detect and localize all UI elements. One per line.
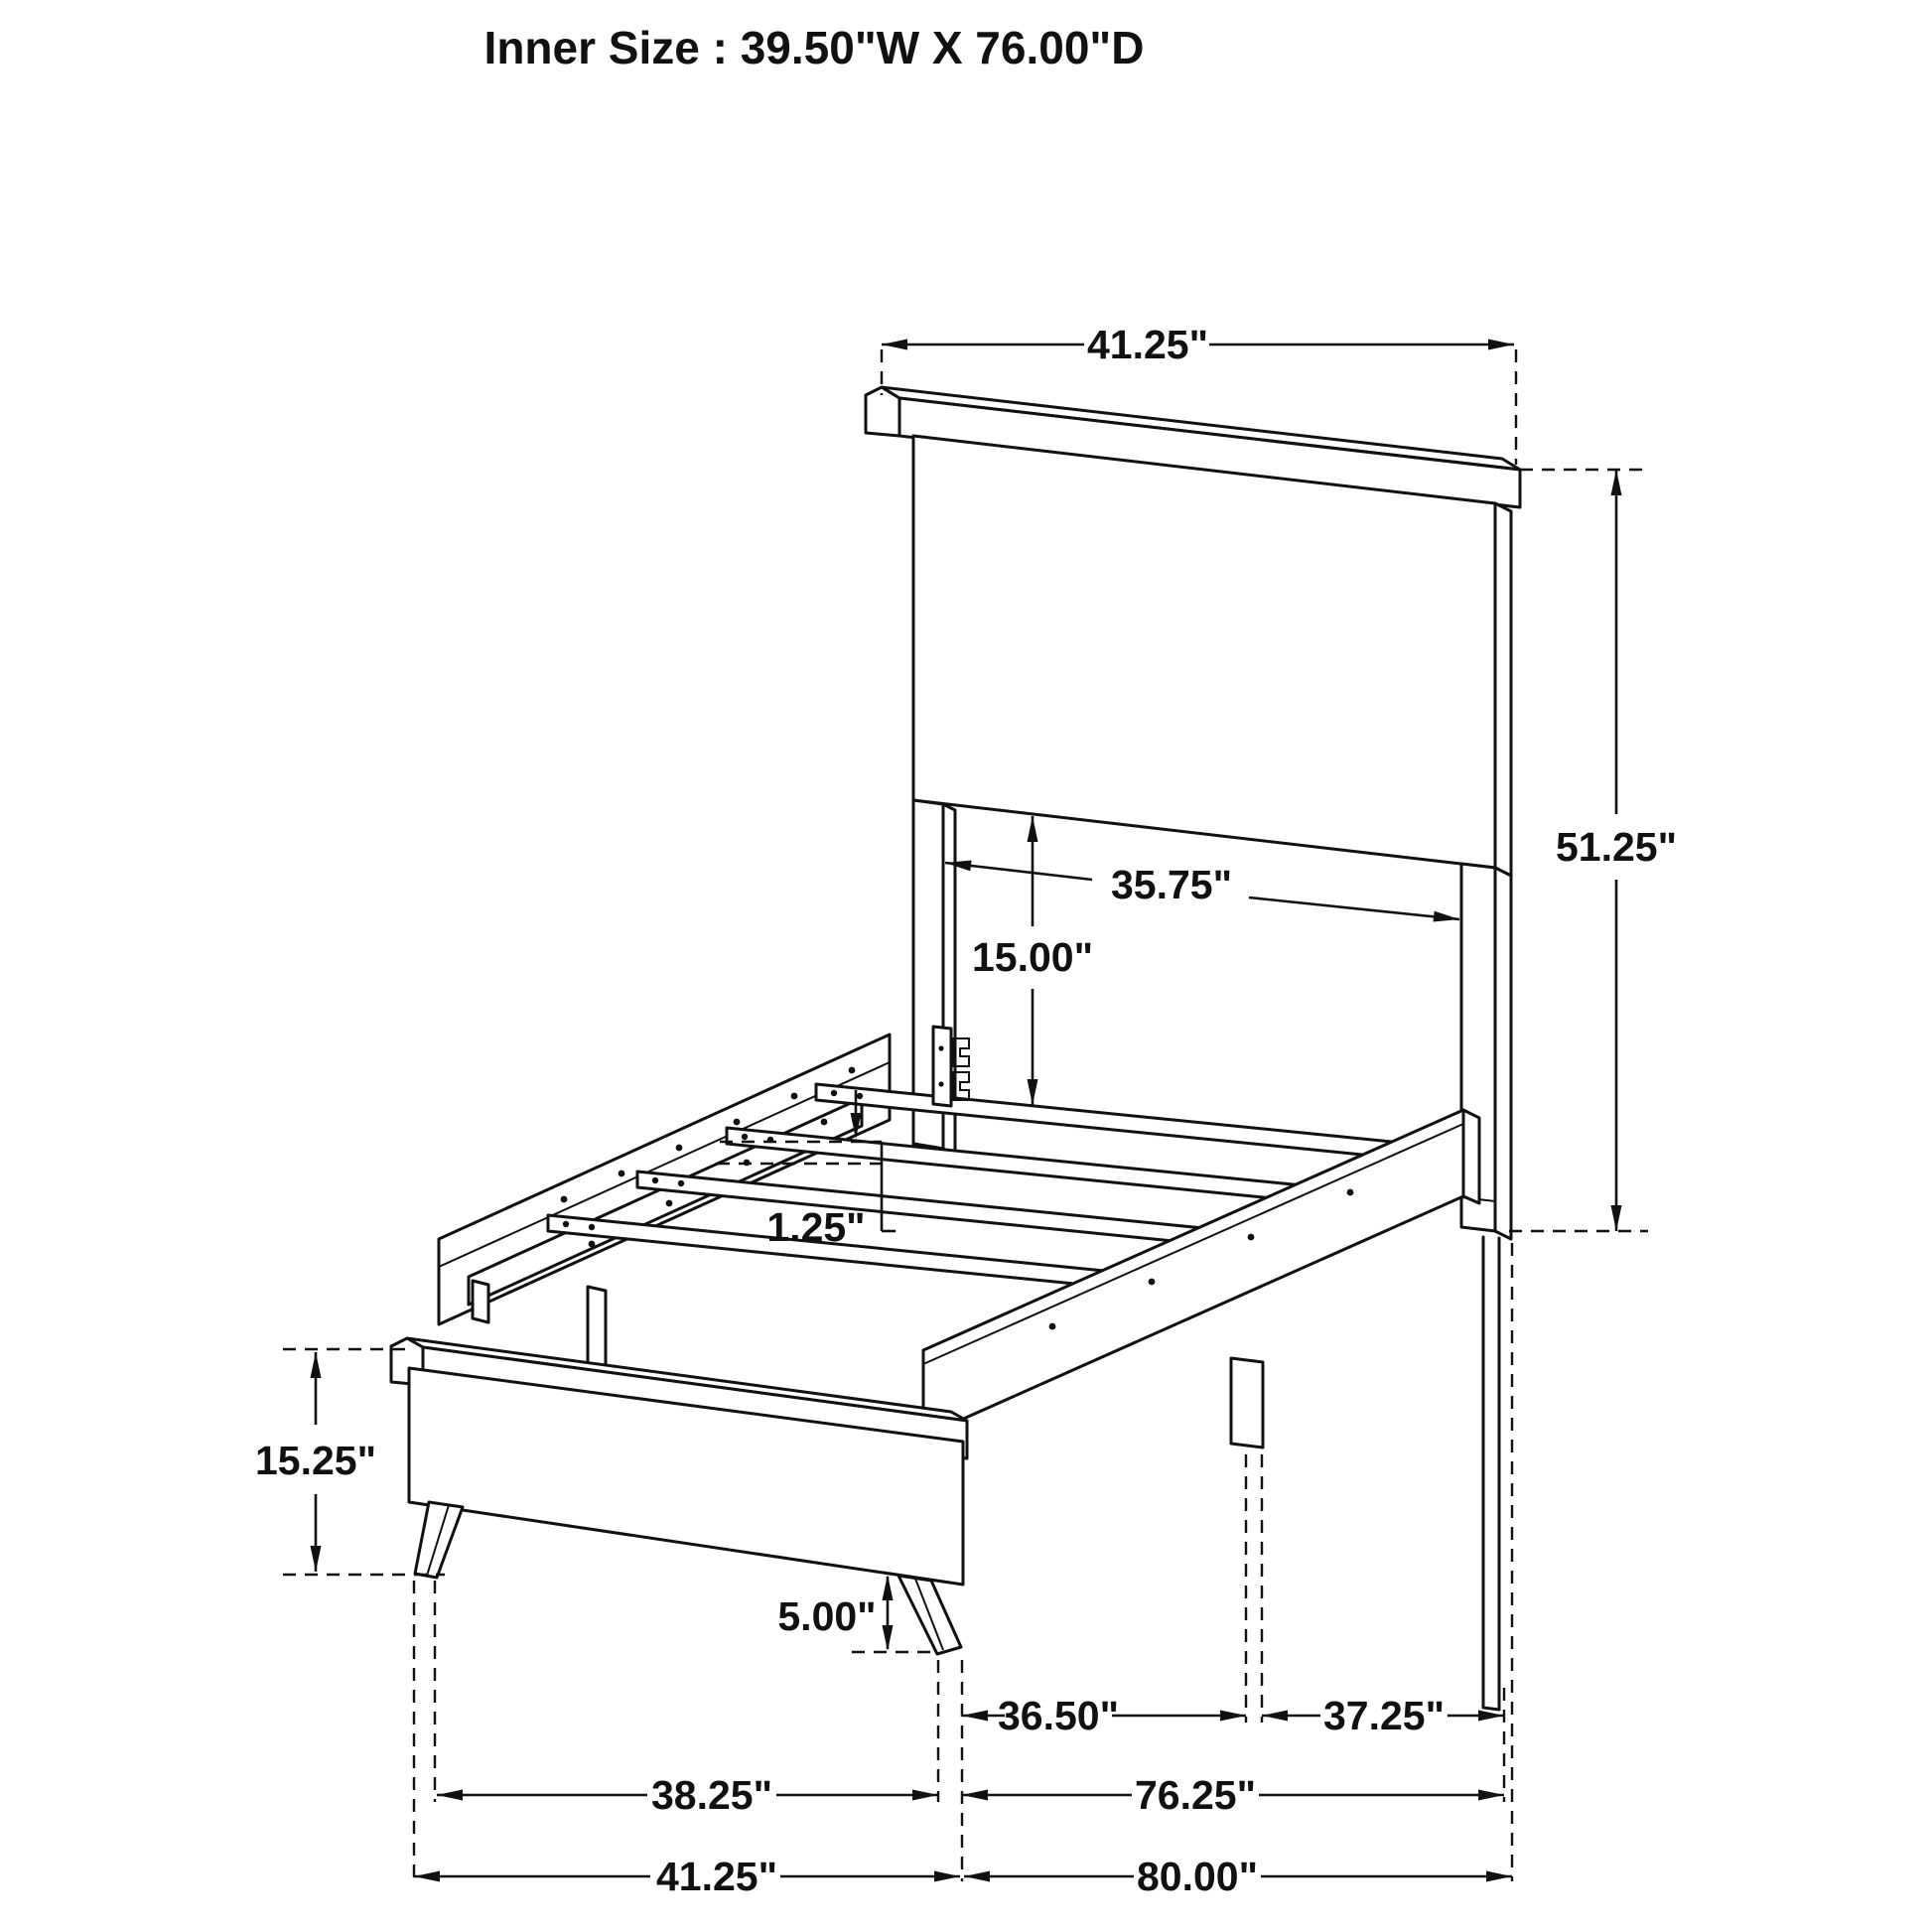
dim-footboard-width-bottom (414, 1854, 960, 1899)
rail-hook-bracket (933, 1027, 969, 1106)
dim-footboard-leg-spacing (437, 1772, 938, 1818)
dim-headboard-height (1509, 470, 1677, 1231)
dim-right-leg-spacing-label: 36.50" (997, 1693, 1120, 1738)
dim-inner-width (945, 861, 1459, 922)
footboard-left-leg (415, 1502, 463, 1578)
dim-slat-thickness-label: 1.25" (766, 1204, 866, 1250)
dim-headboard-width-top-label: 41.25" (1086, 322, 1209, 367)
dim-footboard-leg-spacing-label: 38.25" (650, 1772, 773, 1818)
footboard (391, 1338, 967, 1654)
mid-leg (1231, 1358, 1263, 1448)
dim-frame-length-label: 76.25" (1134, 1772, 1257, 1818)
diagram-title: Inner Size : 39.50"W X 76.00"D (483, 22, 1145, 73)
dim-leg-to-headboard-back (1262, 1693, 1504, 1738)
dim-floor-clearance-label: 5.00" (777, 1593, 877, 1639)
dim-overall-length-label: 80.00" (1136, 1854, 1259, 1899)
dim-headboard-height-label: 51.25" (1555, 824, 1678, 870)
dim-deck-to-headboard (972, 816, 1093, 1105)
dim-footboard-width-bottom-label: 41.25" (655, 1854, 778, 1899)
dim-leg-to-headboard-back-label: 37.25" (1322, 1693, 1446, 1738)
footboard-right-leg (898, 1576, 961, 1654)
dim-deck-to-headboard-label: 15.00" (971, 934, 1094, 980)
center-rail-end-leg (473, 1281, 488, 1322)
dim-right-leg-spacing (962, 1693, 1246, 1738)
dim-footboard-height-label: 15.25" (254, 1438, 377, 1483)
dim-inner-width-label: 35.75" (1110, 862, 1233, 907)
dim-overall-length (964, 1854, 1512, 1899)
dim-frame-length (962, 1772, 1504, 1818)
